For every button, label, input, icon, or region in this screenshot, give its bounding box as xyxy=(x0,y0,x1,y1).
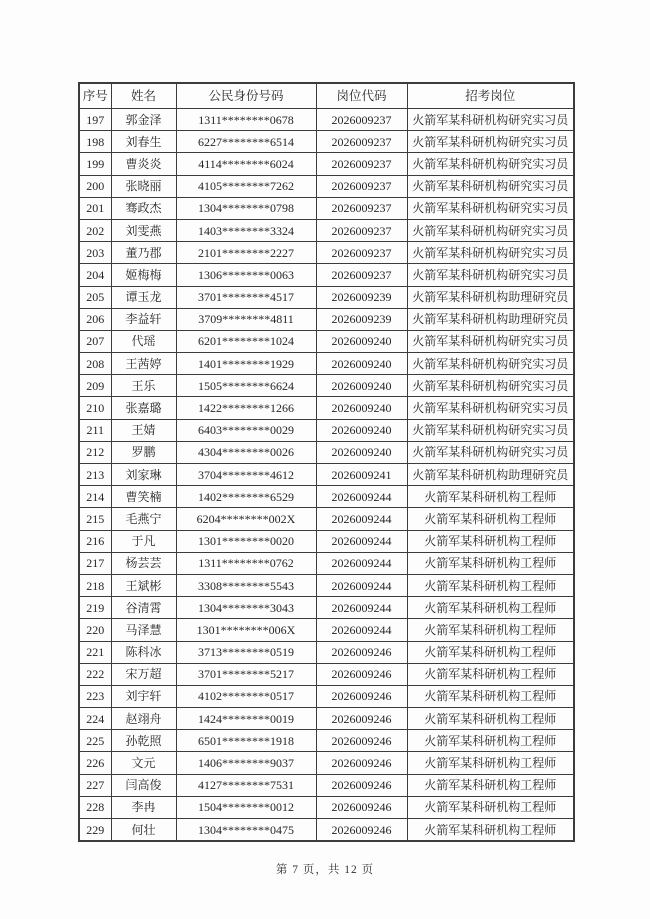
cell-serial-number: 209 xyxy=(79,375,111,397)
cell-citizen-id: 4102********0517 xyxy=(176,685,316,707)
table-row xyxy=(79,574,574,596)
cell-citizen-id: 3308********5543 xyxy=(176,574,316,596)
cell-recruitment-position: 火箭军某科研机构研究实习员 xyxy=(407,131,574,153)
table-row xyxy=(79,530,574,552)
cell-position-code: 2026009237 xyxy=(316,109,407,131)
cell-recruitment-position: 火箭军某科研机构工程师 xyxy=(407,486,574,508)
table-row xyxy=(79,175,574,197)
cell-recruitment-position: 火箭军某科研机构工程师 xyxy=(407,819,574,842)
cell-serial-number: 211 xyxy=(79,419,111,441)
table-row xyxy=(79,419,574,441)
cell-serial-number: 219 xyxy=(79,597,111,619)
cell-position-code: 2026009246 xyxy=(316,641,407,663)
cell-name: 曹笑楠 xyxy=(111,486,176,508)
cell-position-code: 2026009240 xyxy=(316,353,407,375)
cell-recruitment-position: 火箭军某科研机构工程师 xyxy=(407,574,574,596)
cell-position-code: 2026009240 xyxy=(316,441,407,463)
cell-position-code: 2026009246 xyxy=(316,663,407,685)
cell-citizen-id: 4105********7262 xyxy=(176,175,316,197)
table-row xyxy=(79,330,574,352)
table-row xyxy=(79,552,574,574)
cell-recruitment-position: 火箭军某科研机构研究实习员 xyxy=(407,397,574,419)
cell-name: 于凡 xyxy=(111,530,176,552)
cell-name: 毛燕宁 xyxy=(111,508,176,530)
table-row xyxy=(79,508,574,530)
cell-citizen-id: 1504********0012 xyxy=(176,796,316,818)
col-header-serial-number: 序号 xyxy=(79,83,111,109)
table-row xyxy=(79,264,574,286)
cell-position-code: 2026009237 xyxy=(316,131,407,153)
cell-name: 陈科冰 xyxy=(111,641,176,663)
table-row xyxy=(79,708,574,730)
cell-citizen-id: 1505********6624 xyxy=(176,375,316,397)
cell-serial-number: 222 xyxy=(79,663,111,685)
cell-serial-number: 225 xyxy=(79,730,111,752)
cell-name: 孙乾照 xyxy=(111,730,176,752)
cell-serial-number: 220 xyxy=(79,619,111,641)
cell-recruitment-position: 火箭军某科研机构研究实习员 xyxy=(407,219,574,241)
cell-citizen-id: 3704********4612 xyxy=(176,464,316,486)
cell-name: 姬梅梅 xyxy=(111,264,176,286)
cell-citizen-id: 1304********0475 xyxy=(176,819,316,842)
cell-recruitment-position: 火箭军某科研机构工程师 xyxy=(407,508,574,530)
cell-name: 李冉 xyxy=(111,796,176,818)
cell-name: 何壮 xyxy=(111,819,176,842)
cell-citizen-id: 6201********1024 xyxy=(176,330,316,352)
col-header-citizen-id: 公民身份号码 xyxy=(176,83,316,109)
cell-position-code: 2026009246 xyxy=(316,730,407,752)
cell-serial-number: 205 xyxy=(79,286,111,308)
table-row xyxy=(79,242,574,264)
cell-citizen-id: 1306********0063 xyxy=(176,264,316,286)
cell-recruitment-position: 火箭军某科研机构研究实习员 xyxy=(407,441,574,463)
cell-citizen-id: 4114********6024 xyxy=(176,153,316,175)
cell-citizen-id: 1311********0762 xyxy=(176,552,316,574)
cell-name: 刘春生 xyxy=(111,131,176,153)
cell-name: 张晓丽 xyxy=(111,175,176,197)
cell-position-code: 2026009246 xyxy=(316,752,407,774)
cell-position-code: 2026009237 xyxy=(316,153,407,175)
table-row xyxy=(79,153,574,175)
recruitment-roster-table xyxy=(78,82,575,842)
cell-name: 谷清霄 xyxy=(111,597,176,619)
table-row xyxy=(79,308,574,330)
table-row xyxy=(79,663,574,685)
cell-serial-number: 208 xyxy=(79,353,111,375)
cell-serial-number: 198 xyxy=(79,131,111,153)
cell-name: 代瑶 xyxy=(111,330,176,352)
cell-position-code: 2026009237 xyxy=(316,219,407,241)
cell-recruitment-position: 火箭军某科研机构工程师 xyxy=(407,619,574,641)
cell-citizen-id: 1402********6529 xyxy=(176,486,316,508)
cell-recruitment-position: 火箭军某科研机构研究实习员 xyxy=(407,375,574,397)
table-row xyxy=(79,131,574,153)
cell-name: 罗鹏 xyxy=(111,441,176,463)
cell-citizen-id: 4304********0026 xyxy=(176,441,316,463)
cell-recruitment-position: 火箭军某科研机构工程师 xyxy=(407,796,574,818)
cell-recruitment-position: 火箭军某科研机构研究实习员 xyxy=(407,242,574,264)
cell-recruitment-position: 火箭军某科研机构工程师 xyxy=(407,708,574,730)
cell-name: 曹炎炎 xyxy=(111,153,176,175)
cell-serial-number: 206 xyxy=(79,308,111,330)
table-row xyxy=(79,486,574,508)
cell-serial-number: 210 xyxy=(79,397,111,419)
cell-position-code: 2026009240 xyxy=(316,419,407,441)
cell-citizen-id: 1401********1929 xyxy=(176,353,316,375)
cell-citizen-id: 1422********1266 xyxy=(176,397,316,419)
cell-serial-number: 217 xyxy=(79,552,111,574)
cell-name: 刘家琳 xyxy=(111,464,176,486)
cell-recruitment-position: 火箭军某科研机构助理研究员 xyxy=(407,286,574,308)
cell-recruitment-position: 火箭军某科研机构工程师 xyxy=(407,730,574,752)
cell-recruitment-position: 火箭军某科研机构研究实习员 xyxy=(407,197,574,219)
cell-citizen-id: 3713********0519 xyxy=(176,641,316,663)
col-header-recruitment-position: 招考岗位 xyxy=(407,83,574,109)
cell-serial-number: 199 xyxy=(79,153,111,175)
cell-name: 王乐 xyxy=(111,375,176,397)
cell-name: 王婧 xyxy=(111,419,176,441)
table-row xyxy=(79,796,574,818)
table-row xyxy=(79,641,574,663)
cell-serial-number: 207 xyxy=(79,330,111,352)
cell-position-code: 2026009237 xyxy=(316,264,407,286)
cell-name: 马泽慧 xyxy=(111,619,176,641)
cell-name: 李益轩 xyxy=(111,308,176,330)
cell-position-code: 2026009244 xyxy=(316,597,407,619)
cell-position-code: 2026009240 xyxy=(316,330,407,352)
cell-position-code: 2026009244 xyxy=(316,574,407,596)
table-row xyxy=(79,353,574,375)
cell-position-code: 2026009241 xyxy=(316,464,407,486)
cell-serial-number: 227 xyxy=(79,774,111,796)
cell-name: 谭玉龙 xyxy=(111,286,176,308)
cell-recruitment-position: 火箭军某科研机构研究实习员 xyxy=(407,175,574,197)
cell-serial-number: 218 xyxy=(79,574,111,596)
cell-name: 闫高俊 xyxy=(111,774,176,796)
cell-position-code: 2026009239 xyxy=(316,308,407,330)
cell-citizen-id: 1424********0019 xyxy=(176,708,316,730)
table-row xyxy=(79,441,574,463)
cell-serial-number: 214 xyxy=(79,486,111,508)
cell-recruitment-position: 火箭军某科研机构研究实习员 xyxy=(407,153,574,175)
col-header-name: 姓名 xyxy=(111,83,176,109)
cell-name: 刘雯燕 xyxy=(111,219,176,241)
cell-name: 杨芸芸 xyxy=(111,552,176,574)
table-row xyxy=(79,464,574,486)
table-row xyxy=(79,397,574,419)
cell-serial-number: 216 xyxy=(79,530,111,552)
cell-recruitment-position: 火箭军某科研机构研究实习员 xyxy=(407,109,574,131)
cell-citizen-id: 6501********1918 xyxy=(176,730,316,752)
cell-citizen-id: 3701********5217 xyxy=(176,663,316,685)
cell-name: 董乃郡 xyxy=(111,242,176,264)
cell-name: 刘宇轩 xyxy=(111,685,176,707)
cell-position-code: 2026009246 xyxy=(316,774,407,796)
cell-position-code: 2026009244 xyxy=(316,530,407,552)
cell-citizen-id: 1403********3324 xyxy=(176,219,316,241)
cell-recruitment-position: 火箭军某科研机构工程师 xyxy=(407,552,574,574)
cell-serial-number: 201 xyxy=(79,197,111,219)
cell-position-code: 2026009240 xyxy=(316,375,407,397)
cell-position-code: 2026009237 xyxy=(316,242,407,264)
cell-name: 骞政杰 xyxy=(111,197,176,219)
table-row xyxy=(79,109,574,131)
cell-recruitment-position: 火箭军某科研机构研究实习员 xyxy=(407,264,574,286)
cell-serial-number: 229 xyxy=(79,819,111,842)
cell-position-code: 2026009240 xyxy=(316,397,407,419)
cell-serial-number: 204 xyxy=(79,264,111,286)
cell-citizen-id: 1406********9037 xyxy=(176,752,316,774)
cell-position-code: 2026009246 xyxy=(316,685,407,707)
table-row xyxy=(79,685,574,707)
cell-name: 郭金泽 xyxy=(111,109,176,131)
cell-position-code: 2026009237 xyxy=(316,175,407,197)
cell-recruitment-position: 火箭军某科研机构工程师 xyxy=(407,597,574,619)
cell-recruitment-position: 火箭军某科研机构工程师 xyxy=(407,685,574,707)
table-row xyxy=(79,375,574,397)
cell-recruitment-position: 火箭军某科研机构工程师 xyxy=(407,774,574,796)
page-number-footer: 第 7 页，共 12 页 xyxy=(275,864,375,876)
cell-name: 王茜婷 xyxy=(111,353,176,375)
cell-position-code: 2026009244 xyxy=(316,508,407,530)
cell-citizen-id: 3709********4811 xyxy=(176,308,316,330)
table-row xyxy=(79,774,574,796)
cell-name: 王斌彬 xyxy=(111,574,176,596)
table-row xyxy=(79,219,574,241)
cell-citizen-id: 3701********4517 xyxy=(176,286,316,308)
cell-recruitment-position: 火箭军某科研机构研究实习员 xyxy=(407,419,574,441)
cell-position-code: 2026009239 xyxy=(316,286,407,308)
cell-name: 宋万超 xyxy=(111,663,176,685)
cell-serial-number: 202 xyxy=(79,219,111,241)
cell-citizen-id: 1311********0678 xyxy=(176,109,316,131)
cell-serial-number: 200 xyxy=(79,175,111,197)
cell-citizen-id: 1304********0798 xyxy=(176,197,316,219)
cell-citizen-id: 1304********3043 xyxy=(176,597,316,619)
table-row xyxy=(79,286,574,308)
cell-position-code: 2026009246 xyxy=(316,819,407,842)
cell-recruitment-position: 火箭军某科研机构助理研究员 xyxy=(407,308,574,330)
cell-citizen-id: 1301********006X xyxy=(176,619,316,641)
cell-position-code: 2026009244 xyxy=(316,619,407,641)
table-header-row xyxy=(79,83,574,109)
cell-serial-number: 215 xyxy=(79,508,111,530)
cell-recruitment-position: 火箭军某科研机构研究实习员 xyxy=(407,330,574,352)
cell-citizen-id: 2101********2227 xyxy=(176,242,316,264)
table-row xyxy=(79,819,574,842)
cell-serial-number: 213 xyxy=(79,464,111,486)
cell-citizen-id: 6204********002X xyxy=(176,508,316,530)
cell-serial-number: 212 xyxy=(79,441,111,463)
cell-position-code: 2026009246 xyxy=(316,796,407,818)
col-header-position-code: 岗位代码 xyxy=(316,83,407,109)
table-row xyxy=(79,197,574,219)
cell-name: 文元 xyxy=(111,752,176,774)
cell-name: 赵翊舟 xyxy=(111,708,176,730)
cell-serial-number: 223 xyxy=(79,685,111,707)
cell-serial-number: 221 xyxy=(79,641,111,663)
cell-position-code: 2026009246 xyxy=(316,708,407,730)
table-row xyxy=(79,752,574,774)
cell-recruitment-position: 火箭军某科研机构工程师 xyxy=(407,641,574,663)
cell-position-code: 2026009244 xyxy=(316,486,407,508)
cell-citizen-id: 6403********0029 xyxy=(176,419,316,441)
cell-recruitment-position: 火箭军某科研机构助理研究员 xyxy=(407,464,574,486)
cell-serial-number: 226 xyxy=(79,752,111,774)
table-row xyxy=(79,619,574,641)
table-row xyxy=(79,730,574,752)
cell-recruitment-position: 火箭军某科研机构工程师 xyxy=(407,530,574,552)
cell-recruitment-position: 火箭军某科研机构工程师 xyxy=(407,663,574,685)
cell-position-code: 2026009237 xyxy=(316,197,407,219)
cell-serial-number: 203 xyxy=(79,242,111,264)
cell-name: 张嘉璐 xyxy=(111,397,176,419)
cell-recruitment-position: 火箭军某科研机构工程师 xyxy=(407,752,574,774)
cell-serial-number: 197 xyxy=(79,109,111,131)
cell-recruitment-position: 火箭军某科研机构研究实习员 xyxy=(407,353,574,375)
cell-position-code: 2026009244 xyxy=(316,552,407,574)
cell-citizen-id: 6227********6514 xyxy=(176,131,316,153)
cell-citizen-id: 1301********0020 xyxy=(176,530,316,552)
cell-citizen-id: 4127********7531 xyxy=(176,774,316,796)
table-row xyxy=(79,597,574,619)
cell-serial-number: 228 xyxy=(79,796,111,818)
cell-serial-number: 224 xyxy=(79,708,111,730)
